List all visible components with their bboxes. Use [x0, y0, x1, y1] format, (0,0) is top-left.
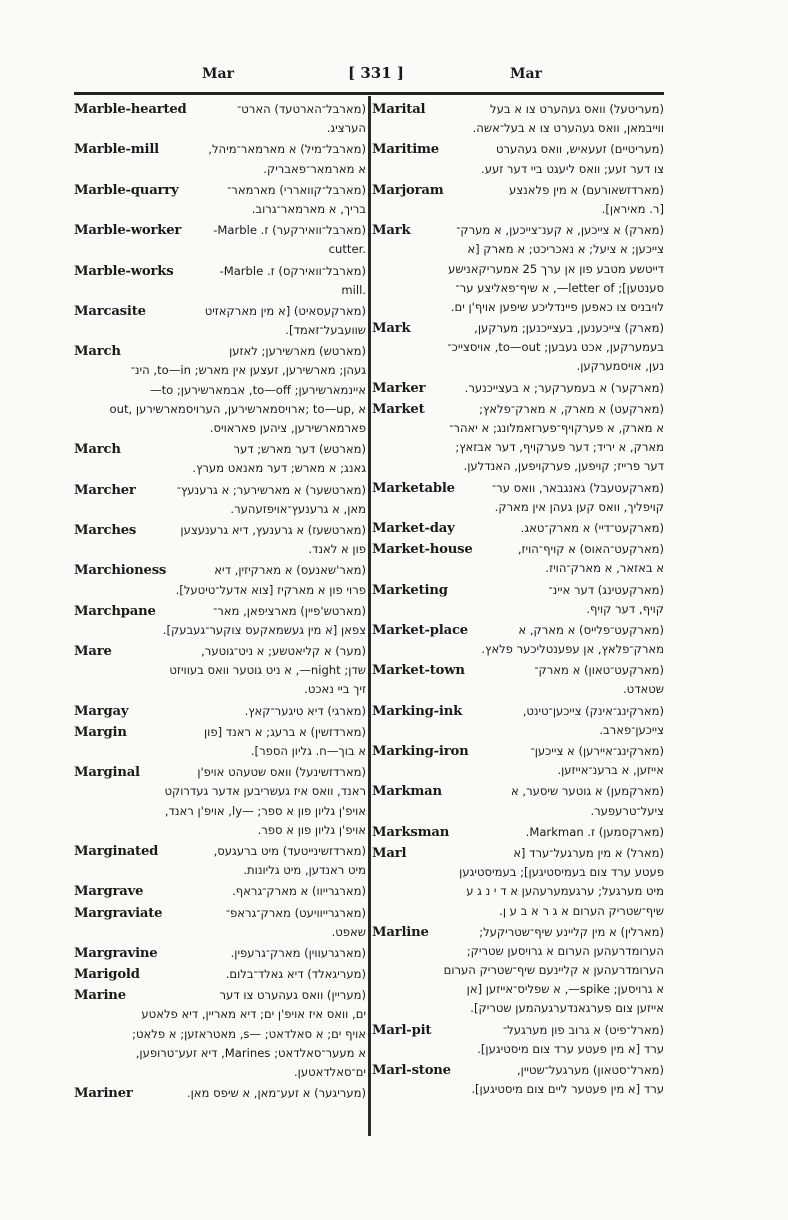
entry-definition: (מארקינג־איירען) א צייכען־ [530, 744, 664, 758]
entry-line [74, 262, 366, 281]
entry-line [372, 621, 664, 640]
dictionary-entry [372, 100, 664, 138]
entry-definition: א בוך—ח. גליון הספר]. [250, 744, 366, 758]
entry-definition: איינמארשירען; to—off, אבמארשירען; to— [149, 382, 366, 397]
entry-line [74, 1025, 366, 1044]
entry-line [372, 844, 664, 863]
entry-definition: ערד [א מין פעטע ערד צום מיסטיגען]. [477, 1041, 664, 1056]
dictionary-entry [74, 723, 366, 761]
entry-line [372, 1061, 664, 1080]
dictionary-entry [372, 581, 664, 619]
entry-definition: out, ארויסמארשירען, הערויסמארשירען; to—up, א [109, 401, 366, 416]
entry-definition: (מארל־פיט) א גרוב פון מערגעל־ [502, 1022, 664, 1037]
dictionary-entry [372, 702, 664, 740]
entry-headword: Margin [74, 724, 127, 740]
entry-line [74, 459, 366, 478]
entry-definition: א באזאר, א מארק־הויז. [545, 561, 664, 576]
entry-headword: Marital [372, 102, 426, 117]
entry-line [372, 181, 664, 200]
entry-definition: דער פרייז; קויפען, פערקויפען, האנדלען. [463, 459, 664, 474]
entry-headword: Marginal [74, 765, 140, 781]
entry-line [74, 763, 366, 782]
entry-definition: ערד [א מין פעטער ליים צום מיסטיגען]. [471, 1082, 664, 1097]
entry-definition: (מארבל־וואירקער) ז. Marble- [213, 223, 366, 238]
entry-definition: קויף, דער קויף. [586, 601, 664, 616]
entry-line [74, 723, 366, 742]
entry-headword: Marjoram [372, 182, 444, 198]
entry-definition: (מעריגאלד) דיא גאלד־בלום. [225, 967, 366, 982]
entry-headword: Margravine [74, 945, 158, 961]
entry-line [372, 782, 664, 801]
entry-definition: mill. [341, 282, 366, 297]
entry-definition: ים־סאלדאטען. [293, 1065, 366, 1079]
entry-definition: (מארקעט) א מארק, א מארק־פלאץ; [479, 401, 664, 416]
entry-definition: (מארגי) דיא טיגער־קאץ. [244, 703, 366, 718]
entry-line [74, 904, 366, 923]
dictionary-entry [74, 440, 366, 478]
entry-definition: אויפ'ן גליון פון א ספר; —ly, אויפ'ן ראנד, [164, 803, 366, 818]
page-number: [ 331 ] [348, 64, 404, 82]
dictionary-entry [74, 882, 366, 901]
entry-definition: (מער) א קליאטשע; א ניט־גוטער, [201, 644, 366, 659]
entry-line [74, 1005, 366, 1024]
entry-line [74, 181, 366, 200]
entry-line [372, 200, 664, 219]
dictionary-entry [372, 181, 664, 219]
entry-definition: (מארטש'פיין) מארציפאן, מאר־ [213, 603, 366, 618]
dictionary-entry [372, 400, 664, 477]
entry-definition: (מארקעטעבל) גאנגבאר, וואס ער־ [491, 480, 664, 495]
entry-definition: שטאדט. [622, 682, 664, 697]
entry-definition: שדן; night—, א ניט גוטער וואס בעוויזט [169, 663, 366, 678]
entry-line [74, 923, 366, 942]
entry-line [372, 882, 664, 901]
entry-headword: Marketing [372, 582, 448, 598]
entry-line [372, 400, 664, 419]
entry-headword: Market-place [372, 622, 468, 638]
entry-definition: (מאר'שאנעס) א מארקיזין, דיא [214, 563, 366, 578]
entry-definition: (מארקמען) א גוטער שיסער, א [510, 784, 664, 799]
entry-definition: הערומדרעהען א קליינעם שיף־שטריק הערום [443, 963, 664, 978]
entry-definition: פרוי פון א מארקיז [צוא אדעל־טיטעל]. [175, 582, 366, 597]
entry-definition: (מארגרעווין) מארק־גרעפין. [230, 945, 366, 960]
entry-definition: ווייבמאן, וואס געהערט צו א בעל־אשה. [472, 121, 664, 136]
entry-headword: Marking-iron [372, 744, 469, 759]
entry-definition: זיך ביי נאכט. [304, 682, 366, 697]
entry-line [74, 621, 366, 640]
dictionary-entry [74, 521, 366, 559]
entry-line [372, 1080, 664, 1099]
dictionary-entry [372, 379, 664, 398]
dictionary-entry [74, 100, 366, 138]
entry-line [74, 321, 366, 340]
entry-line [372, 640, 664, 659]
entry-definition: (מארבל־קוואררי) מארמאר־ [227, 182, 366, 197]
entry-definition: (מעריין) וואס געהערט צו דער [219, 988, 366, 1003]
entry-headword: Marksman [372, 824, 450, 840]
entry-definition: (מארק) צייכענען, בעצייכנען; מערקען, [474, 321, 664, 336]
dictionary-entry [372, 661, 664, 699]
entry-definition: (מארקעט־טאון) א מארק־ [534, 663, 664, 678]
entry-line [372, 279, 664, 298]
entry-line [372, 661, 664, 680]
entry-definition: פון א לאנד. [308, 542, 366, 557]
entry-line [372, 761, 664, 780]
entry-definition: (מארק) א צייכען, א קענ־צייכען, א מערק־ [456, 223, 664, 238]
entry-line [74, 944, 366, 963]
entry-line [372, 140, 664, 159]
entry-definition: (מארדזשין) א ברעג; א ראנד [פון [204, 724, 366, 739]
entry-headword: Marble-hearted [74, 102, 187, 117]
entry-definition: שוועבעל־זאמד]. [285, 323, 366, 338]
entry-definition: מיט ראנדען, מיט גליונות. [243, 863, 366, 878]
entry-definition: (מארדזשאורעם) א מין פלאנצע [509, 182, 664, 197]
entry-line [372, 338, 664, 357]
right-column [372, 100, 664, 1101]
entry-line [74, 602, 366, 621]
entry-line [74, 100, 366, 119]
entry-definition: (מארקעט־פלייס) א מארק, א [518, 622, 664, 637]
entry-line [74, 481, 366, 500]
dictionary-entry [74, 763, 366, 840]
entry-line [372, 379, 664, 398]
entry-line [372, 823, 664, 842]
entry-definition: שאפט. [331, 924, 366, 939]
entry-definition: בעמערקען, אכט געבען; to—out, אויסצייכ־ [447, 340, 664, 355]
entry-definition: צו דער זעע; וואס ליעגט ביי דער זעע. [481, 161, 664, 176]
entry-headword: Marine [74, 988, 126, 1004]
dictionary-entry [372, 1021, 664, 1059]
dictionary-entry [372, 923, 664, 1019]
entry-headword: Marl [372, 845, 407, 861]
entry-line [372, 942, 664, 961]
entry-line [74, 821, 366, 840]
entry-line [74, 221, 366, 240]
dictionary-entry [372, 1061, 664, 1099]
entry-definition: ציעל־טרעפער. [590, 803, 664, 818]
dictionary-entry [74, 965, 366, 984]
entry-definition: (מארקינג־אינק) צייכען־טינט, [522, 703, 664, 718]
entry-line [372, 923, 664, 942]
dictionary-entry [372, 742, 664, 780]
entry-line [372, 479, 664, 498]
entry-definition: שיף־שטריק הערום א ג ר א ב ע ן. [499, 903, 664, 918]
entry-headword: Marl-stone [372, 1063, 451, 1078]
entry-line [74, 1084, 366, 1103]
entry-line [74, 381, 366, 400]
entry-line [372, 100, 664, 119]
entry-definition: א גרויסען; spike—, א שפליס־אייזען [אן [466, 982, 664, 997]
dictionary-entry [372, 519, 664, 538]
running-head-right: Mar [510, 66, 542, 82]
header-rule [74, 92, 664, 95]
entry-headword: Marble-works [74, 263, 174, 279]
entry-line [372, 802, 664, 821]
entry-headword: Marginated [74, 843, 159, 859]
dictionary-entry [74, 602, 366, 640]
entry-line [372, 540, 664, 559]
entry-definition: ים, וואס איז אויפ'ן ים; דיא מאריין, דיא פלאטע [141, 1007, 366, 1022]
entry-headword: Marble-mill [74, 142, 159, 158]
entry-line [372, 961, 664, 980]
entry-definition: (מארקער) א בעמערקער; א בעצייכנער. [464, 380, 664, 395]
entry-headword: Marking-ink [372, 703, 463, 719]
entry-line [372, 999, 664, 1018]
entry-headword: Marble-quarry [74, 182, 179, 198]
entry-definition: מיט מערגעל; ערגעמערעהען א ד י נ ג ע [466, 884, 664, 899]
entry-line [372, 457, 664, 476]
entry-definition: פעטע ערד צום בעמיסטיגען]; בעמיסטיגען [459, 865, 664, 880]
entry-line [74, 661, 366, 680]
entry-definition: מארק, א יריד; דער פערקויף, דער אבזאץ; [455, 440, 664, 455]
dictionary-entry [74, 944, 366, 963]
entry-line [74, 861, 366, 880]
entry-definition: cutter. [328, 242, 366, 257]
entry-headword: Marker [372, 380, 426, 396]
entry-line [372, 559, 664, 578]
entry-line [372, 742, 664, 761]
entry-definition: ראנד, וואס איז געשריבען אדער געדרוקט [164, 784, 366, 799]
entry-line [372, 221, 664, 240]
entry-line [74, 702, 366, 721]
entry-headword: Marchioness [74, 563, 167, 579]
entry-headword: Marchpane [74, 603, 156, 619]
entry-line [372, 600, 664, 619]
entry-definition: (מארטש) דער מארש; דער [233, 442, 366, 457]
entry-definition: געהן; מארשירען, זעצען אין מארש; to—in, הינ־ [130, 363, 366, 378]
entry-definition: (מארלין) א מין קליינע שיף־שטריקעל; [479, 924, 664, 939]
entry-definition: (מארטש) מארשירען; לאזען [229, 344, 366, 359]
entry-headword: Marline [372, 924, 429, 940]
entry-definition: (מארקעסאיט) [א מין מארקאזיט [204, 303, 366, 318]
entry-headword: Mariner [74, 1086, 133, 1102]
entry-line [372, 240, 664, 259]
entry-line [372, 902, 664, 921]
dictionary-entry [74, 262, 366, 300]
entry-headword: Margrave [74, 884, 144, 900]
entry-line [74, 1063, 366, 1082]
column-divider [368, 96, 371, 1136]
dictionary-entry [372, 621, 664, 659]
entry-definition: הערציג. [326, 121, 366, 136]
entry-line [74, 400, 366, 419]
entry-line [372, 980, 664, 999]
entry-line [74, 140, 366, 159]
entry-line [74, 342, 366, 361]
entry-definition: (מארקסמען) ז. Markman. [525, 824, 664, 839]
entry-line [372, 419, 664, 438]
entry-line [74, 521, 366, 540]
entry-line [74, 986, 366, 1005]
dictionary-entry [74, 342, 366, 438]
entry-headword: Marigold [74, 967, 140, 983]
dictionary-entry [372, 540, 664, 578]
entry-line [74, 361, 366, 380]
entry-definition: גאנג; א מארש; דער מאנאט מערץ. [192, 461, 366, 476]
entry-definition: א מארמאר־פאבריק. [263, 161, 366, 176]
entry-line [372, 119, 664, 138]
dictionary-entry [372, 823, 664, 842]
entry-definition: נען, אויסמערקען. [576, 359, 664, 374]
dictionary-entry [74, 702, 366, 721]
entry-definition: (מארקעט־האוס) א קויף־הויז, [517, 542, 664, 557]
entry-definition: א מעער־סאלדאט; Marines, דיא זעע־טרופען, [135, 1045, 366, 1060]
entry-line [372, 721, 664, 740]
entry-definition: (מארל־סטאון) מערגעל־שטיין, [516, 1063, 664, 1077]
entry-line [74, 200, 366, 219]
entry-line [74, 642, 366, 661]
entry-headword: Margay [74, 703, 129, 719]
entry-line [74, 540, 366, 559]
entry-line [74, 742, 366, 761]
entry-line [372, 519, 664, 538]
entry-headword: March [74, 442, 121, 458]
dictionary-entry [74, 481, 366, 519]
entry-line [74, 965, 366, 984]
entry-line [74, 561, 366, 580]
entry-line [372, 581, 664, 600]
entry-headword: Marketable [372, 480, 455, 496]
entry-definition: (מארדזשינייטעד) מיט ברעגעס, [213, 843, 366, 858]
entry-line [74, 581, 366, 600]
entry-line [372, 357, 664, 376]
entry-line [74, 500, 366, 519]
dictionary-entry [74, 181, 366, 219]
entry-definition: (מארקעטינג) דער איינ־ [548, 582, 664, 597]
entry-headword: Markman [372, 784, 442, 800]
entry-headword: Market-town [372, 663, 465, 679]
entry-definition: קויפליך, וואס קען געהן אין מארק. [494, 499, 664, 514]
dictionary-entry [372, 782, 664, 820]
entry-line [372, 702, 664, 721]
entry-definition: אייזען צום פערגאנדערגעהמען שטריק]. [470, 1001, 664, 1016]
entry-definition: (מארגרייוויעט) מארק־גראפ־ [225, 905, 366, 920]
entry-line [372, 680, 664, 699]
dictionary-entry [74, 642, 366, 700]
entry-definition: (מעריטיים) זעעאיש, וואס געהערט [495, 142, 664, 157]
entry-definition: אויפ'ן גליון פון א ספר. [257, 822, 366, 837]
entry-line [74, 842, 366, 861]
entry-line [372, 319, 664, 338]
entry-line [372, 1021, 664, 1040]
entry-headword: March [74, 344, 121, 360]
entry-definition: (מארדזשינעל) וואס שטעהט אויפ'ן [197, 765, 366, 780]
dictionary-entry [372, 479, 664, 517]
dictionary-entry [372, 844, 664, 921]
entry-line [372, 260, 664, 279]
entry-definition: (מעריגער) א זעע־מאן, א שיפס מאן. [186, 1086, 366, 1101]
dictionary-entry [74, 561, 366, 599]
entry-headword: Maritime [372, 142, 439, 158]
entry-definition: (מעריטעל) וואס געהערט צו א בעל [490, 102, 664, 116]
entry-line [74, 240, 366, 259]
entry-definition: (מארטשעז) א גרענעץ, דיא גרענעצען [180, 522, 366, 537]
entry-line [74, 440, 366, 459]
dictionary-entry [74, 140, 366, 178]
entry-line [74, 782, 366, 801]
dictionary-entry [74, 302, 366, 340]
dictionary-entry [74, 1084, 366, 1103]
entry-line [372, 438, 664, 457]
entry-line [74, 1044, 366, 1063]
dictionary-entry [74, 842, 366, 880]
entry-headword: Marl-pit [372, 1022, 432, 1038]
entry-definition: (מארבל־הארטעד) הארט־ [237, 102, 366, 116]
entry-definition: (מארבל־מיל) א מארמאר־מיהל, [208, 142, 366, 157]
entry-line [74, 882, 366, 901]
entry-headword: Margraviate [74, 905, 163, 921]
running-head-left: Mar [202, 66, 234, 82]
entry-line [372, 863, 664, 882]
entry-definition: (מארבל־וואירקס) ז. Marble- [219, 263, 366, 278]
entry-line [74, 302, 366, 321]
dictionary-entry [372, 221, 664, 317]
entry-headword: Market [372, 401, 425, 417]
entry-line [372, 498, 664, 517]
entry-line [372, 1040, 664, 1059]
entry-headword: Mark [372, 223, 411, 239]
entry-definition: [ר. מאיראן]. [601, 201, 664, 216]
entry-line [74, 802, 366, 821]
entry-headword: Mare [74, 644, 112, 660]
entry-headword: Market-day [372, 520, 455, 536]
entry-headword: Marches [74, 522, 137, 538]
entry-definition: דייטשע מטבע פון אן ערך 25 אמעריקאנישע [448, 261, 664, 276]
entry-definition: פארמארשירען, ציהען פאראויס. [209, 421, 366, 435]
entry-definition: צפאן [א מין געשמאקעס צוקער־געבעק]. [162, 622, 366, 637]
entry-definition: (מארל) א מין מערגעל־ערד [א [513, 845, 664, 860]
entry-definition: מארק־פלאץ, אן עפענטליכער פלאץ. [481, 642, 664, 657]
entry-headword: Marcasite [74, 303, 146, 319]
dictionary-entry [74, 904, 366, 942]
entry-line [372, 160, 664, 179]
entry-definition: (מארגרייוו) א מארק־גראף. [232, 884, 366, 899]
entry-definition: אויף ים; א סאלדאט; —s, מאטראזען; א פלאט; [132, 1026, 366, 1041]
entry-definition: צייכען; א ציעל; א נאכריכט; א מארק [א [467, 242, 664, 257]
entry-definition: סענטען]; letter of—, א שיף־פאליצע ער־ [455, 280, 664, 295]
page-header [140, 66, 700, 90]
dictionary-entry [74, 986, 366, 1082]
entry-definition: לויבניס צו כאפען פיינדליכע שיפען אויף'ן ים. [450, 299, 664, 314]
entry-definition: א מארק, א פערקויף־פערזאמלונג; א יאהר־ [449, 421, 664, 435]
entry-definition: בריך, א מארמאר־גרוב. [251, 201, 366, 216]
entry-headword: Mark [372, 321, 411, 337]
entry-definition: אייזען, א ברענ־אייזען. [557, 763, 664, 778]
entry-definition: (מארקעט־דיי) א מארק־טאג. [520, 520, 664, 535]
entry-line [74, 419, 366, 438]
entry-headword: Marble-worker [74, 223, 182, 239]
entry-line [74, 119, 366, 138]
entry-line [74, 680, 366, 699]
entry-definition: הערומדרעהען הערום א גרויסען שטריק; [466, 943, 664, 958]
entry-headword: Marcher [74, 482, 136, 498]
entry-headword: Market-house [372, 542, 473, 558]
entry-line [372, 298, 664, 317]
entry-definition: צייכען־פארב. [599, 722, 664, 737]
entry-line [74, 281, 366, 300]
entry-definition: (מארטשער) א מארשירער; א גרענעץ־ [176, 482, 366, 497]
left-column [74, 100, 366, 1105]
dictionary-entry [372, 319, 664, 377]
entry-definition: מאן, א גרענעץ־אויפזעהער. [230, 501, 366, 516]
entry-line [74, 160, 366, 179]
dictionary-entry [372, 140, 664, 178]
dictionary-entry [74, 221, 366, 259]
